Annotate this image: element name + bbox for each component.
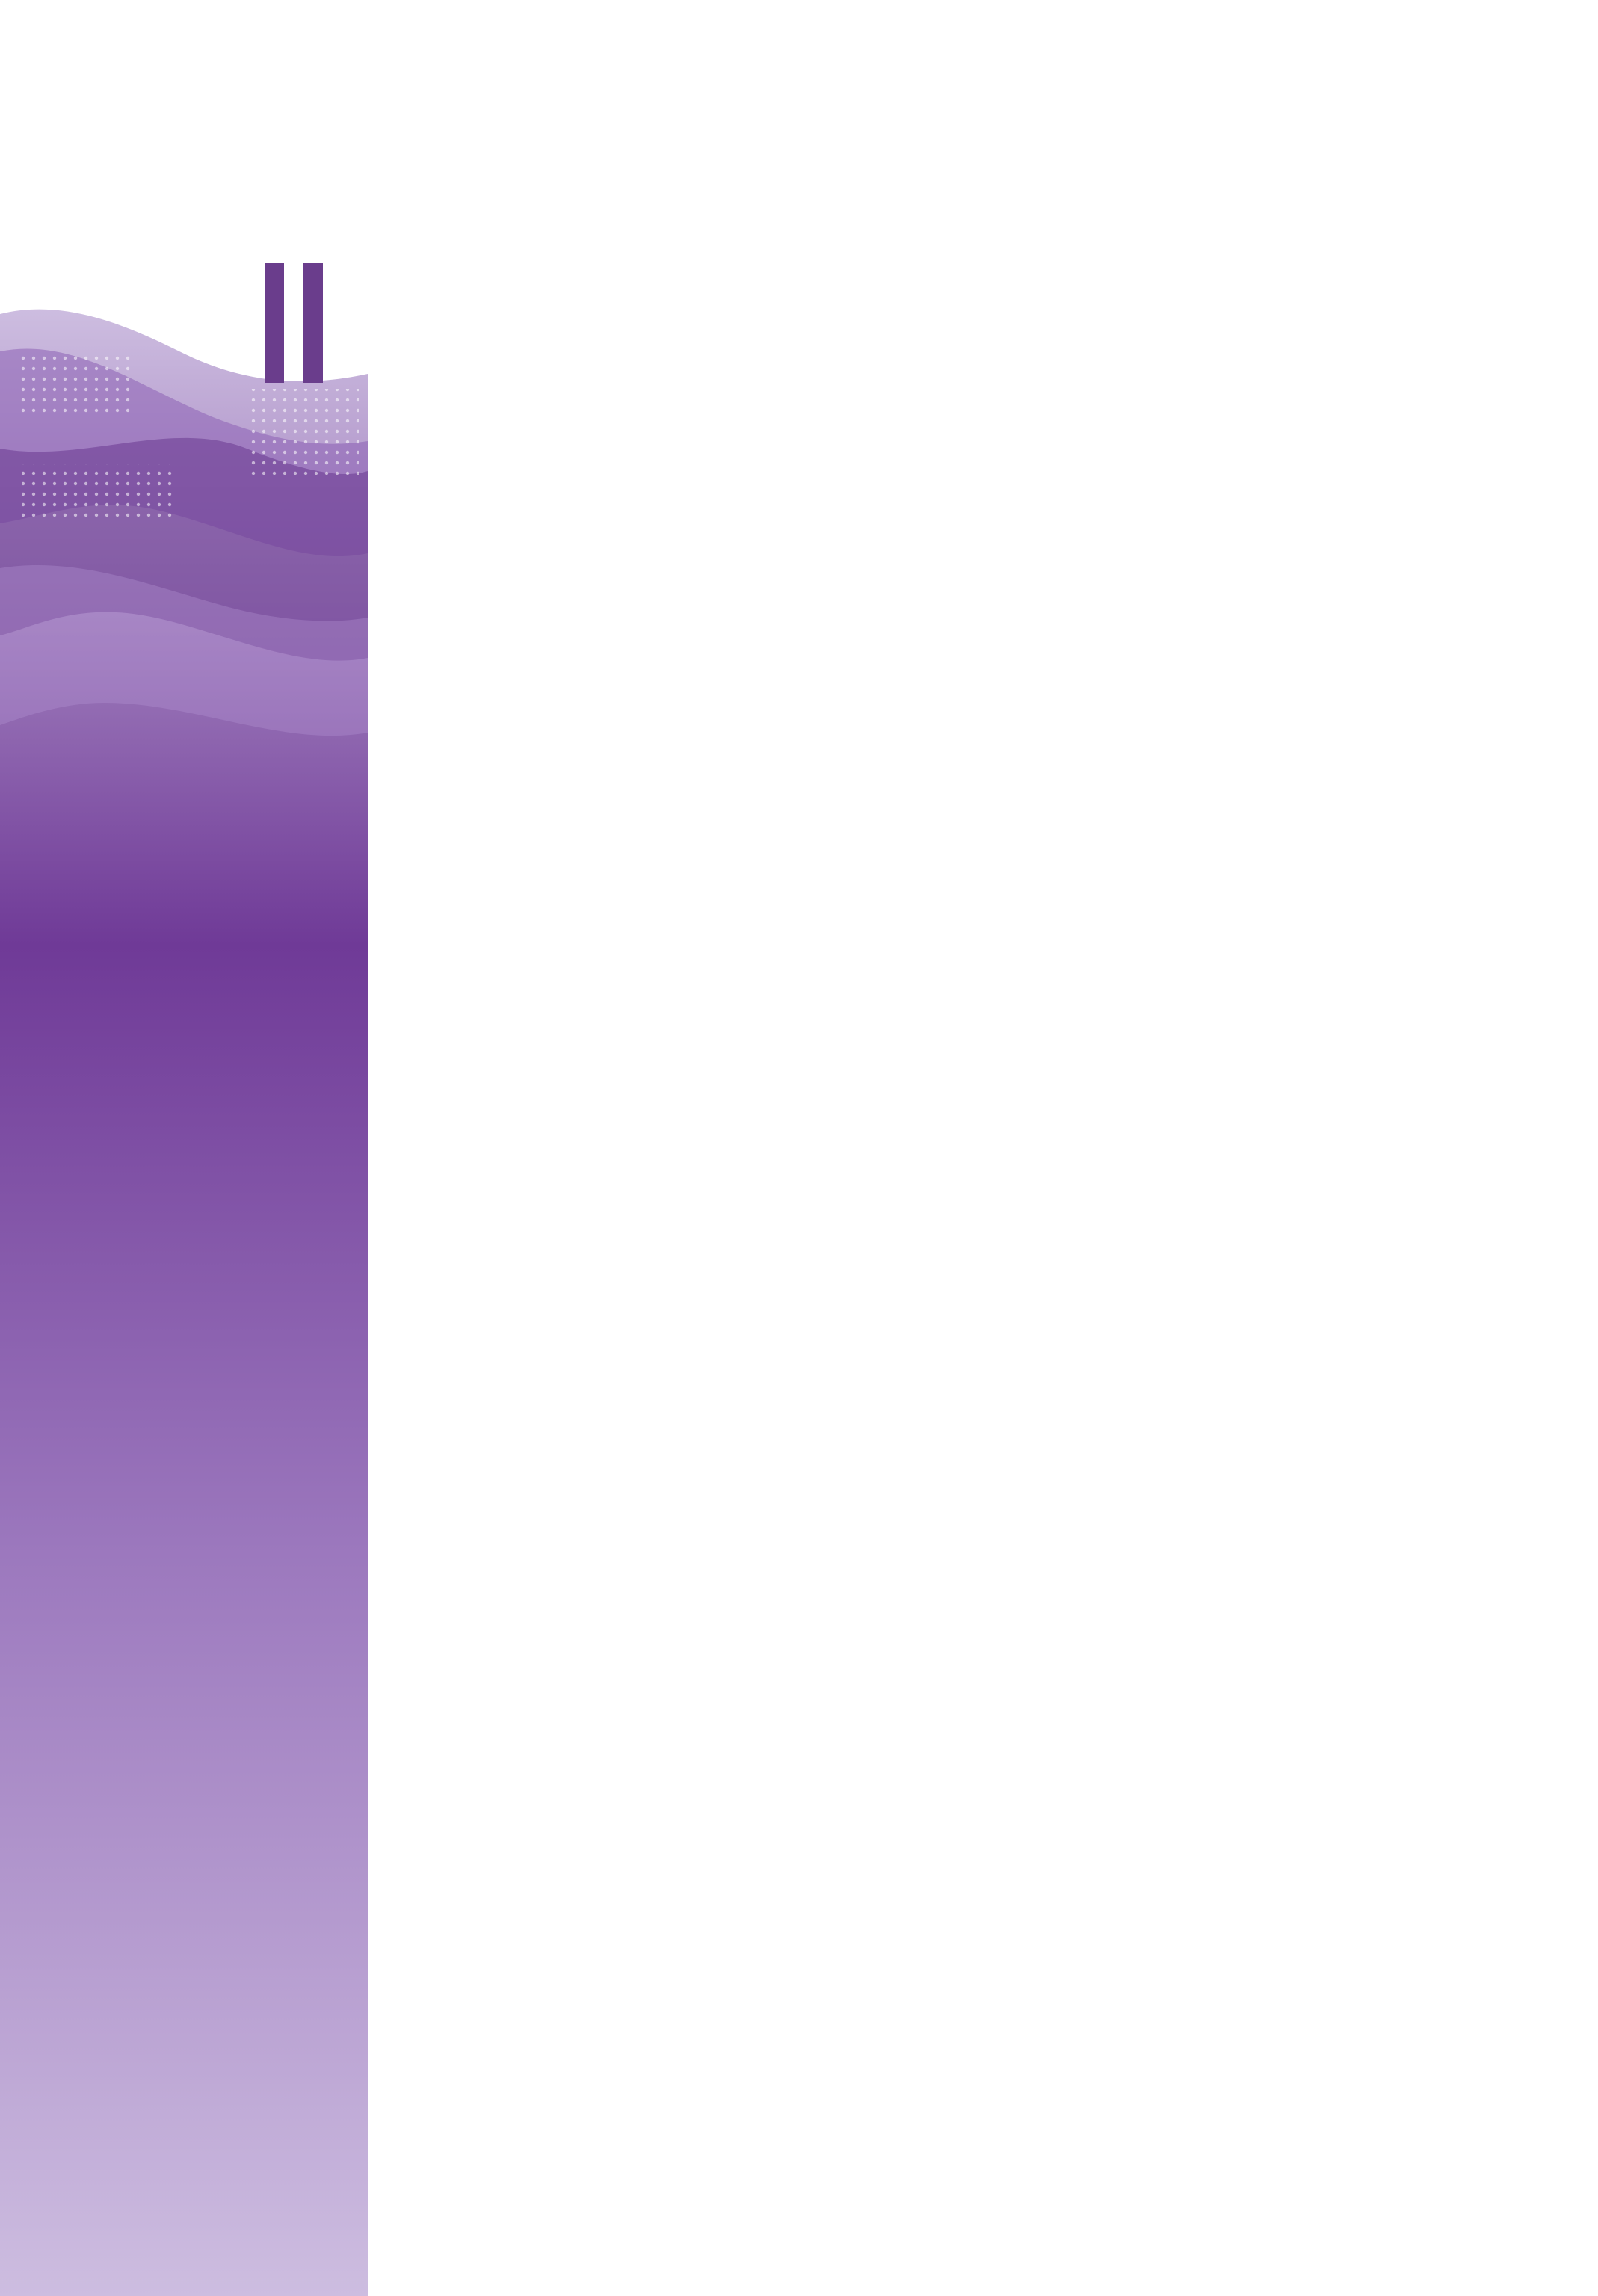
roman-bar (303, 263, 323, 383)
part-number-roman (265, 263, 323, 383)
roman-bar (265, 263, 284, 383)
